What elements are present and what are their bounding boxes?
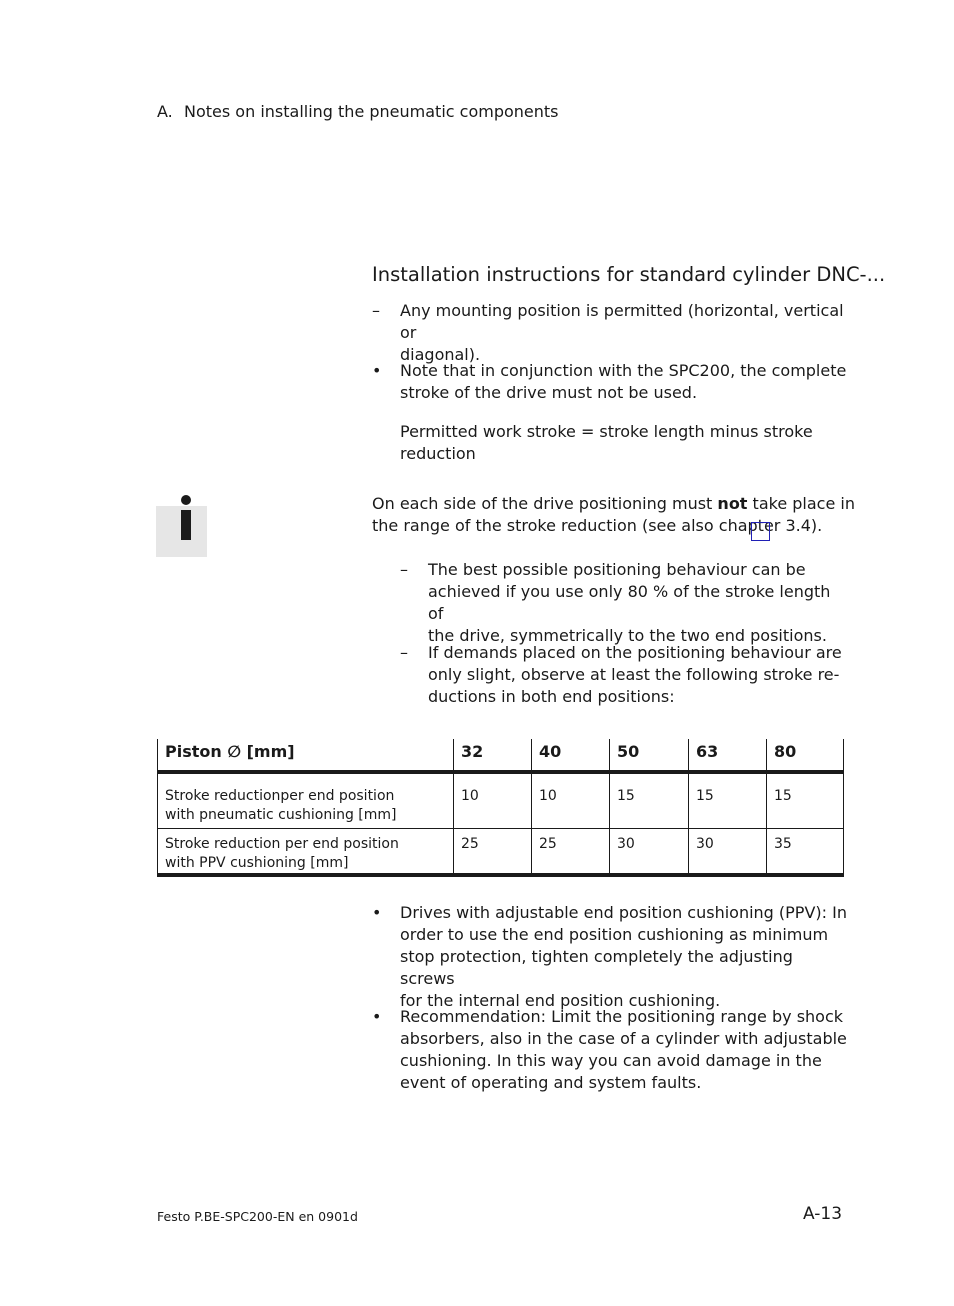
bullet-marker: • (372, 361, 382, 380)
table-header-cell: 50 (610, 739, 689, 772)
table-header-row (158, 739, 844, 772)
list-item-line: the drive, symmetrically to the two end positions. (428, 626, 827, 645)
page-number: A-13 (803, 1204, 843, 1224)
list-item-line: If demands placed on the positioning behaviour are (428, 643, 842, 662)
table-header-cell: Piston ∅ [mm] (158, 739, 454, 772)
info-paragraph (372, 493, 855, 537)
info-icon-stem (181, 510, 191, 540)
list-item-line: stroke of the drive must not be used. (400, 383, 698, 402)
cross-reference-link[interactable] (751, 522, 770, 541)
row-label-line: with PPV cushioning [mm] (165, 855, 349, 871)
table-header-cell: 32 (454, 739, 532, 772)
dash-marker: – (372, 301, 380, 320)
note-line: reduction (400, 444, 476, 463)
list-item-line: ductions in both end positions: (428, 687, 675, 706)
emphasis-text: not (717, 494, 748, 513)
list-item-line: Drives with adjustable end position cushioning (PPV): In (400, 903, 847, 922)
sub-list-item (400, 642, 850, 708)
table-cell: 25 (454, 829, 532, 876)
list-item (372, 360, 852, 404)
footer-doc-id: Festo P.BE-SPC200-EN en 0901d (157, 1209, 358, 1224)
list-item (372, 902, 852, 1010)
list-item-line: Note that in conjunction with the SPC200, the complete (400, 361, 847, 380)
page-title: Installation instructions for standard cylinder DNC-... (372, 263, 886, 286)
list-item-line: diagonal). (400, 345, 481, 364)
dash-marker: – (400, 643, 408, 662)
list-item-line: achieved if you use only 80 % of the stroke length of (428, 582, 831, 623)
list-item-line: only slight, observe at least the following stroke re- (428, 665, 840, 684)
table-row-label (158, 829, 454, 876)
table-cell: 30 (689, 829, 767, 876)
table-row (158, 772, 844, 829)
list-item-line: absorbers, also in the case of a cylinder with adjustable (400, 1029, 847, 1048)
sub-list-item (400, 559, 850, 645)
stroke-reduction-table (157, 739, 844, 877)
table-header-cell: 80 (767, 739, 844, 772)
note-text (400, 421, 813, 465)
list-item (372, 300, 852, 364)
section-title: Notes on installing the pneumatic components (184, 102, 559, 121)
list-item-line: stop protection, tighten completely the adjusting screws (400, 947, 793, 988)
list-item-line: The best possible positioning behaviour can be (428, 560, 806, 579)
table-row (158, 829, 844, 876)
list-item-line: for the internal end position cushioning. (400, 991, 721, 1010)
table-row-label (158, 772, 454, 829)
table-cell: 15 (610, 772, 689, 829)
table-cell: 10 (454, 772, 532, 829)
section-header (157, 102, 559, 121)
row-label-line: with pneumatic cushioning [mm] (165, 807, 397, 823)
table-cell: 25 (532, 829, 610, 876)
list-item-line: Any mounting position is permitted (horizontal, vertical or (400, 301, 844, 342)
list-item-line: event of operating and system faults. (400, 1073, 702, 1092)
list-item-line: order to use the end position cushioning as minimum (400, 925, 829, 944)
row-label-line: Stroke reduction per end position (165, 836, 399, 852)
table-cell: 35 (767, 829, 844, 876)
info-line-1 (372, 493, 855, 515)
note-line: Permitted work stroke = stroke length minus stroke (400, 422, 813, 441)
section-number: A. (157, 102, 173, 121)
bullet-marker: • (372, 1007, 382, 1026)
info-line-2: the range of the stroke reduction (see also chapter 3.4). (372, 516, 823, 535)
row-label-line: Stroke reductionper end position (165, 788, 395, 804)
table-header-cell: 40 (532, 739, 610, 772)
table-header-cell: 63 (689, 739, 767, 772)
list-item (372, 1006, 852, 1094)
table-cell: 15 (767, 772, 844, 829)
bullet-marker: • (372, 903, 382, 922)
table-cell: 10 (532, 772, 610, 829)
table-cell: 15 (689, 772, 767, 829)
info-text: take place in (747, 494, 855, 513)
info-icon-dot (181, 495, 191, 505)
list-item-line: Recommendation: Limit the positioning range by shock (400, 1007, 844, 1026)
table-cell: 30 (610, 829, 689, 876)
dash-marker: – (400, 560, 408, 579)
info-text: On each side of the drive positioning must (372, 494, 718, 513)
list-item-line: cushioning. In this way you can avoid damage in the (400, 1051, 822, 1070)
